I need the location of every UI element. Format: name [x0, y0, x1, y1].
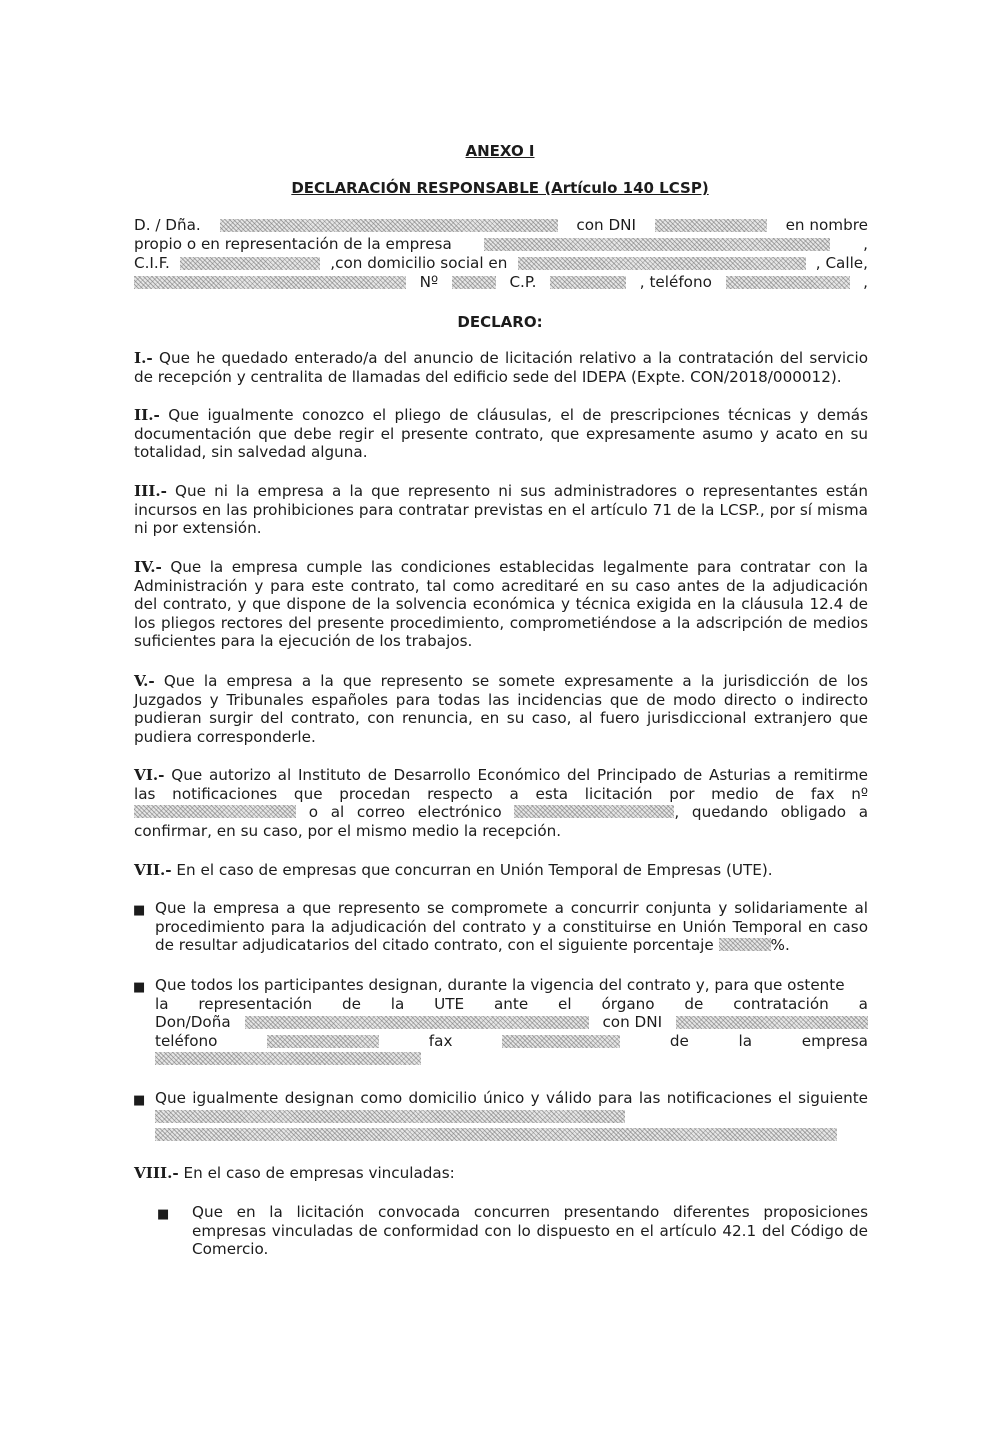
- declaro-heading: DECLARO:: [457, 313, 543, 331]
- section-3-number: III.-: [134, 482, 167, 500]
- redacted-name: [220, 219, 558, 232]
- section-7-bullet-1: [155, 899, 868, 955]
- section-6-text-a: Que autorizo al Instituto de Desarrollo Económico del Principado de Asturias a remitirme las notificaciones que procedan respecto a esta licitación por medio de fax nº: [134, 766, 868, 803]
- redacted-number: [452, 276, 496, 289]
- section-4-number: IV.-: [134, 558, 162, 576]
- section-1: [134, 349, 868, 386]
- section-7-bullet-1-text: Que la empresa a que represento se compromete a concurrir conjunta y solidariamente al procedimiento para la adjudicación del contrato y a constituirse en Unión Temporal en caso de resultar adjudicatarios del citado contrato, con el siguiente porcentaje: [155, 899, 868, 955]
- redacted-fax: [134, 805, 296, 818]
- section-3: [134, 482, 868, 538]
- redacted-representative-fax: [502, 1035, 620, 1048]
- section-1-number: I.-: [134, 349, 153, 367]
- intro-label-domicilio: ,con domicilio social en: [330, 254, 508, 272]
- section-8: [134, 1164, 868, 1183]
- section-7-text: En el caso de empresas que concurran en Unión Temporal de Empresas (UTE).: [176, 861, 773, 879]
- intro-label-cp: C.P.: [509, 273, 537, 291]
- redacted-percentage: [719, 938, 771, 951]
- redacted-company: [484, 238, 830, 251]
- redacted-dni: [655, 219, 767, 232]
- section-6-text-b: o al correo electrónico: [308, 803, 502, 822]
- word: UTE: [434, 994, 465, 1013]
- section-5-text: Que la empresa a la que represento se somete expresamente a la jurisdicción de los Juzgados y Tribunales españoles para todas las incidencias que de modo directo o indirecto pudieran surgir del contrato, con renuncia, en su caso, al fuero jurisdiccional extranjero que pudiera corresponderle.: [134, 672, 869, 746]
- bullet-icon: ■: [133, 980, 146, 995]
- bullet-icon: ■: [157, 1207, 170, 1222]
- annex-heading: ANEXO I: [465, 142, 535, 160]
- word: a: [858, 994, 868, 1013]
- section-6: [134, 766, 868, 840]
- section-8-text: En el caso de empresas vinculadas:: [183, 1164, 455, 1182]
- section-3-text: Que ni la empresa a la que represento ni sus administradores o representantes están incursos en las prohibiciones para contratar previstas en el artículo 71 de la LCSP., por sí misma ni por extensión.: [134, 482, 869, 538]
- section-7-bullet-3-text: Que igualmente designan como domicilio único y válido para las notificaciones el siguiente: [155, 1089, 868, 1107]
- bullet-icon: ■: [133, 903, 146, 918]
- intro-label-calle: , Calle,: [815, 254, 868, 272]
- section-2-number: II.-: [134, 406, 160, 424]
- label-telefono: teléfono: [155, 1031, 218, 1050]
- section-7-bullet-3: [155, 1089, 868, 1145]
- section-7-bullet-2-line-1: Que todos los participantes designan, durante la vigencia del contrato y, para que ostente: [155, 976, 845, 994]
- intro-line-1: [134, 216, 868, 234]
- intro-comma: ,: [863, 235, 868, 253]
- redacted-representative: [245, 1016, 589, 1029]
- redacted-email: [514, 805, 674, 818]
- redacted-address-2: [155, 1128, 837, 1141]
- intro-line-2: [134, 235, 868, 253]
- redacted-cif: [180, 257, 320, 270]
- document-title: DECLARACIÓN RESPONSABLE (Artículo 140 LCSP): [291, 179, 709, 197]
- redacted-representative-phone: [267, 1035, 379, 1048]
- label-dni: con DNI: [602, 1013, 663, 1032]
- section-7-bullet-2-line-3: [155, 1013, 868, 1032]
- section-7-number: VII.-: [134, 861, 172, 879]
- section-6-number: VI.-: [134, 766, 165, 784]
- intro-line-4: [134, 273, 868, 291]
- word: de: [684, 994, 704, 1013]
- intro-label-name: D. / Dña.: [134, 216, 201, 234]
- section-8-bullet-1-text: Que en la licitación convocada concurren presentando diferentes proposiciones empresas vinculadas de conformidad con lo dispuesto en el artículo 42.1 del Código de Comercio.: [192, 1203, 868, 1259]
- section-7-bullet-2-line-4: [155, 1032, 868, 1051]
- redacted-street: [134, 276, 406, 289]
- word: contratación: [733, 994, 829, 1013]
- word: de: [669, 1031, 689, 1050]
- redacted-representative-dni: [676, 1016, 868, 1029]
- label-fax: fax: [428, 1031, 453, 1050]
- section-7: [134, 861, 868, 880]
- section-7-bullet-2-line-2: [155, 995, 868, 1014]
- section-7-bullet-1-end: %.: [770, 936, 790, 955]
- section-7-bullet-2: [155, 976, 868, 1069]
- intro-label-number: Nº: [419, 273, 439, 291]
- word: órgano: [601, 994, 655, 1013]
- section-5: [134, 672, 868, 746]
- word: ante: [493, 994, 529, 1013]
- intro-label-dni: con DNI: [576, 216, 636, 234]
- redacted-cp: [550, 276, 626, 289]
- section-7-bullet-2-line-5: [155, 1050, 868, 1069]
- intro-end-comma: ,: [863, 273, 868, 291]
- bullet-icon: ■: [133, 1093, 146, 1108]
- redacted-address-1: [155, 1110, 625, 1123]
- word: representación: [198, 994, 313, 1013]
- section-4-text: Que la empresa cumple las condiciones establecidas legalmente para contratar con la Administración y para este contrato, tal como acreditaré en su caso antes de la adjudicación del contrato, y que dispone de la solvencia económica y técnica exigida en la cláusula 12.4 de los pliegos rectores del presente procedimiento, comprometiéndose a la adscripción de medios suficientes para la ejecución de los trabajos.: [134, 558, 869, 651]
- intro-label-phone: , teléfono: [639, 273, 712, 291]
- section-8-bullet-1: [192, 1203, 868, 1259]
- redacted-phone: [726, 276, 850, 289]
- intro-label-empresa: propio o en representación de la empresa: [134, 235, 452, 253]
- word: de: [341, 994, 361, 1013]
- section-2: [134, 406, 868, 462]
- intro-line-3: [134, 254, 868, 272]
- section-7-bullet-3-line-2: [155, 1126, 868, 1145]
- word: el: [558, 994, 572, 1013]
- intro-label-cif: C.I.F.: [134, 254, 170, 272]
- section-6-text-c: , quedando obligado a confirmar, en su caso, por el mismo medio la recepción.: [134, 803, 869, 840]
- section-2-text: Que igualmente conozco el pliego de cláusulas, el de prescripciones técnicas y demás documentación que debe regir el presente contrato, que expresamente asumo y acato en su totalidad, sin salvedad alguna.: [134, 406, 869, 462]
- section-4: [134, 558, 868, 651]
- word: la: [390, 994, 405, 1013]
- section-1-text: Que he quedado enterado/a del anuncio de licitación relativo a la contratación del servicio de recepción y centralita de llamadas del edificio sede del IDEPA (Expte. CON/2018/000012).: [134, 349, 868, 386]
- word: la: [738, 1031, 753, 1050]
- label-empresa: empresa: [801, 1031, 868, 1050]
- section-5-number: V.-: [134, 672, 155, 690]
- word: la: [155, 994, 169, 1013]
- redacted-domicilio: [518, 257, 806, 270]
- label-don-dona: Don/Doña: [155, 1013, 231, 1032]
- intro-label-nombre: en nombre: [785, 216, 868, 234]
- section-8-number: VIII.-: [134, 1164, 179, 1182]
- redacted-representative-company: [155, 1052, 421, 1065]
